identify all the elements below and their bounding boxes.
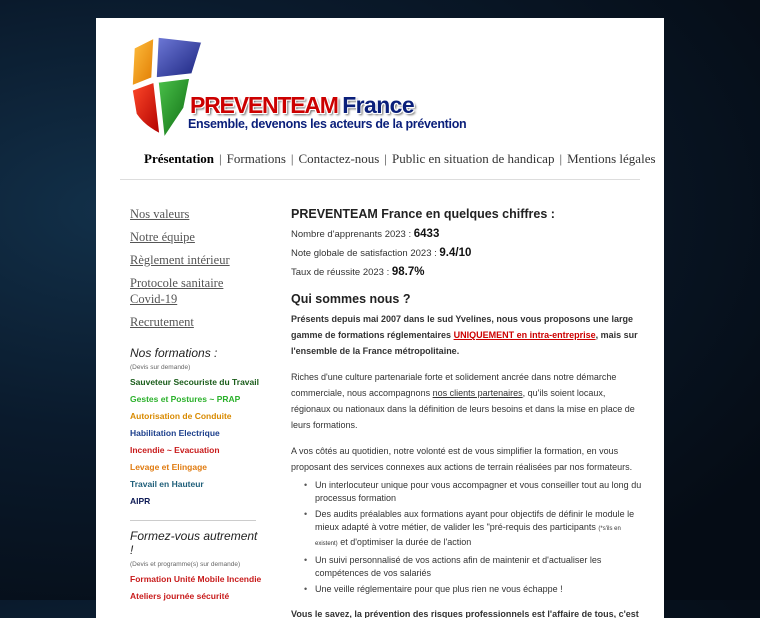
audit-small-note: (*s'ils en existent) — [315, 526, 621, 547]
formation-link-hauteur[interactable]: Travail en Hauteur — [130, 479, 204, 489]
nav-contact[interactable]: Contactez-nous — [298, 151, 380, 166]
formations-note: (Devis sur demande) — [130, 364, 191, 371]
list-item: • Un suivi personnalisé de vos actions afin de maintenir et d'actualiser les compétences de vos salariés — [315, 554, 643, 580]
main-nav — [144, 151, 656, 167]
nav-handicap[interactable]: Public en situation de handicap — [391, 151, 555, 166]
stat-label: Nombre d'apprenants 2023 : — [291, 229, 412, 240]
autrement-heading: Formez-vous autrement ! — [130, 529, 258, 557]
stat-value: 98.7% — [391, 266, 425, 278]
formation-link-incendie[interactable]: Incendie ~ Evacuation — [130, 445, 220, 455]
intro-text-end: , mais sur l'ensemble de la France métropolitaine. — [291, 330, 638, 356]
partenaires-text-end: , qu'ils soient locaux, régionaux ou nationaux dans la définition de leurs besoins et dans la mise en place de leurs formations. — [291, 388, 635, 430]
services-paragraph: A vos côtés au quotidien, notre volonté est de vous simplifier la formation, en vous proposant des services connexes aux actions de terrain réalisées par nos formateurs. — [291, 446, 633, 472]
formation-link-aipr[interactable]: AIPR — [130, 496, 151, 506]
formations-heading: Nos formations : — [130, 346, 218, 360]
tagline: Ensemble, devenons les acteurs de la prévention — [188, 117, 467, 131]
formation-link-conduite[interactable]: Autorisation de Conduite — [130, 411, 232, 421]
nav-separator: | — [384, 151, 387, 166]
stat-satisfaction — [291, 244, 643, 263]
stat-apprenants — [291, 225, 643, 244]
partenaires-text: Riches d'une culture partenariale forte et solidement ancrée dans notre démarche commerciale, nous accompagnons — [291, 372, 617, 398]
audit-text: Des audits préalables aux formations ayant pour objectifs de définir le module le mieux adapté à votre métier, de valider les "pré-requis des participants — [315, 509, 635, 532]
list-item — [315, 508, 643, 551]
nav-separator: | — [219, 151, 222, 166]
nav-divider — [120, 179, 640, 180]
audit-text-end: et d'optimiser la durée de l'action — [340, 537, 472, 547]
chiffres-heading: PREVENTEAM France en quelques chiffres : — [291, 207, 555, 221]
list-item: • Une veille réglementaire pour que plus rien ne vous échappe ! — [315, 583, 643, 596]
brand-name — [190, 92, 414, 119]
sidebar-item-recrutement[interactable]: Recrutement — [130, 315, 194, 329]
stat-value: 6433 — [413, 228, 440, 240]
formation-link-unite-mobile[interactable]: Formation Unité Mobile Incendie — [130, 574, 262, 584]
formation-link-levage[interactable]: Levage et Elingage — [130, 462, 207, 472]
who-heading: Qui sommes nous ? — [291, 292, 411, 306]
sidebar-item-equipe[interactable]: Notre équipe — [130, 230, 195, 244]
autrement-note: (Devis et programme(s) sur demande) — [130, 561, 241, 568]
intro-text: Présents depuis mai 2007 dans le sud Yvelines, nous vous proposons une large gamme de formations réglementaires — [291, 314, 633, 340]
sidebar-item-valeurs[interactable]: Nos valeurs — [130, 207, 190, 221]
stat-value: 9.4/10 — [439, 247, 472, 259]
stat-reussite — [291, 263, 643, 282]
nav-formations[interactable]: Formations — [226, 151, 286, 166]
services-list — [291, 479, 643, 596]
formation-link-sst[interactable]: Sauveteur Secouriste du Travail — [130, 377, 259, 387]
formation-link-prap[interactable]: Gestes et Postures ~ PRAP — [130, 394, 241, 404]
site-logo[interactable] — [130, 34, 467, 148]
nav-separator: | — [290, 151, 294, 166]
intra-entreprise-link[interactable]: UNIQUEMENT en intra-entreprise — [453, 330, 596, 340]
footer-paragraph: Vous le savez, la prévention des risques professionnels est l'affaire de tous, c'est — [291, 609, 639, 618]
brand-blue-text: France — [342, 92, 415, 118]
nav-presentation[interactable]: Présentation — [144, 151, 215, 166]
sidebar-item-reglement[interactable]: Règlement intérieur — [130, 253, 230, 267]
sidebar-divider — [130, 520, 256, 521]
list-item: • Un interlocuteur unique pour vous accompagner et vous conseiller tout au long du processus formation — [315, 479, 643, 505]
formation-link-electrique[interactable]: Habilitation Electrique — [130, 428, 220, 438]
formation-link-ateliers[interactable]: Ateliers journée sécurité — [130, 591, 230, 601]
main-content — [291, 207, 643, 618]
brand-red-text: PREVENTEAM — [190, 92, 338, 118]
nav-separator: | — [559, 151, 563, 166]
sidebar-item-protocole[interactable]: Protocole sanitaire Covid-19 — [130, 276, 224, 306]
stat-label: Note globale de satisfaction 2023 : — [291, 248, 437, 259]
stat-label: Taux de réussite 2023 : — [291, 267, 390, 278]
sidebar — [130, 206, 260, 605]
intro-paragraph — [291, 311, 643, 359]
clients-partenaires-link[interactable]: nos clients partenaires — [432, 388, 523, 398]
partenaires-paragraph — [291, 369, 643, 433]
nav-mentions-legales[interactable]: Mentions légales — [567, 151, 656, 166]
page-container — [96, 18, 664, 618]
